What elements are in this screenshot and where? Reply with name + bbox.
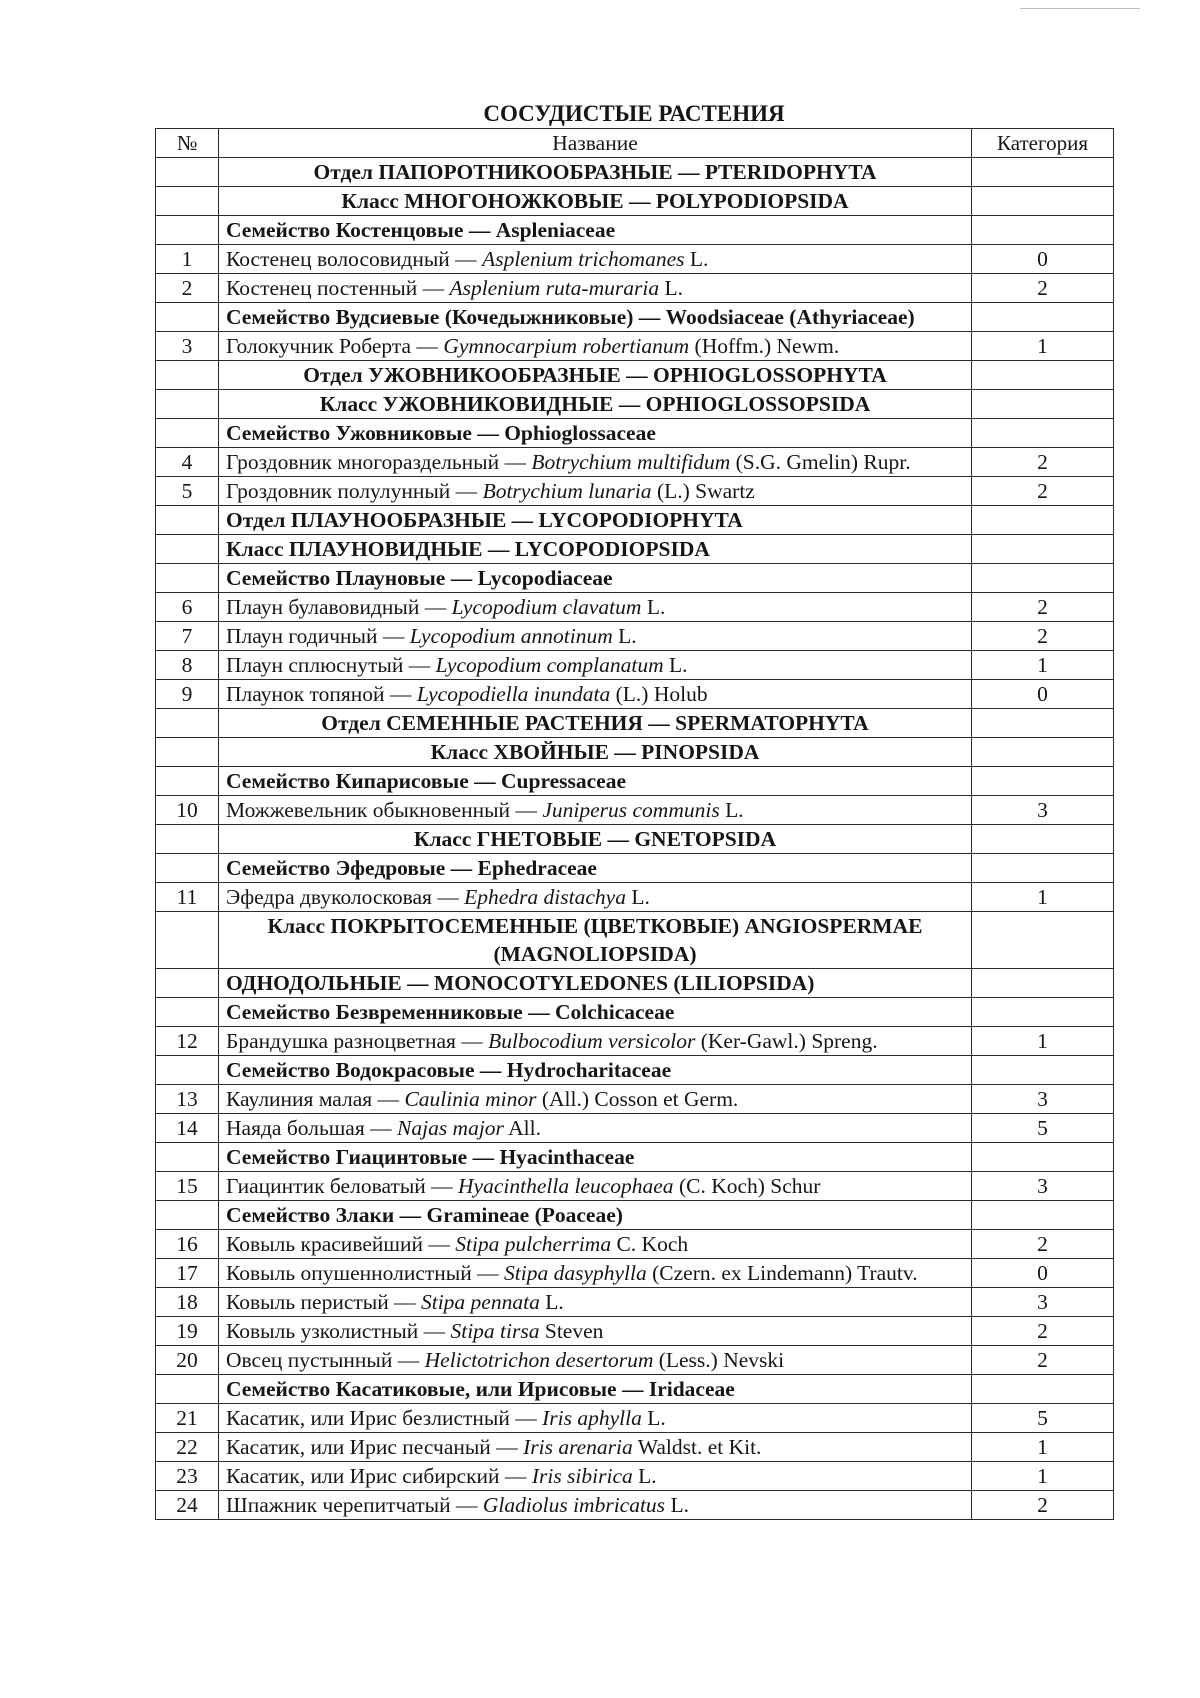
- empty-cell: [972, 216, 1114, 245]
- section-header-row: [156, 709, 1114, 738]
- species-author: (Hoffm.) Newm.: [689, 334, 840, 358]
- section-title: Отдел ПАПОРОТНИКООБРАЗНЫЕ — PTERIDOPHYTA: [219, 158, 972, 187]
- species-latin-name: Najas major: [397, 1116, 504, 1140]
- species-author: C. Koch: [611, 1232, 689, 1256]
- category-value: 0: [972, 245, 1114, 274]
- species-latin-name: Botrychium multifidum: [531, 450, 731, 474]
- table-row: [156, 593, 1114, 622]
- species-russian-name: Каулиния малая —: [226, 1087, 405, 1111]
- species-russian-name: Касатик, или Ирис сибирский —: [226, 1464, 532, 1488]
- empty-cell: [156, 1375, 219, 1404]
- species-latin-name: Caulinia minor: [404, 1087, 537, 1111]
- empty-cell: [972, 564, 1114, 593]
- species-author: (L.) Swartz: [651, 479, 755, 503]
- category-value: 2: [972, 1317, 1114, 1346]
- empty-cell: [156, 535, 219, 564]
- category-value: 5: [972, 1404, 1114, 1433]
- category-value: 3: [972, 1288, 1114, 1317]
- table-row: [156, 1404, 1114, 1433]
- column-header-category: Категория: [972, 129, 1114, 158]
- section-title: Класс УЖОВНИКОВИДНЫЕ — OPHIOGLOSSOPSIDA: [219, 390, 972, 419]
- empty-cell: [156, 969, 219, 998]
- species-name: [219, 1230, 972, 1259]
- table-row: [156, 274, 1114, 303]
- category-value: 2: [972, 1346, 1114, 1375]
- row-number: 2: [156, 274, 219, 303]
- species-name: [219, 796, 972, 825]
- row-number: 22: [156, 1433, 219, 1462]
- section-header-row: [156, 187, 1114, 216]
- species-latin-name: Lycopodium annotinum: [409, 624, 613, 648]
- table-row: [156, 1085, 1114, 1114]
- section-header-row: [156, 158, 1114, 187]
- species-author: L.: [612, 624, 637, 648]
- section-title: Семейство Эфедровые — Ephedraceae: [219, 854, 972, 883]
- species-russian-name: Плаун сплюснутый —: [226, 653, 436, 677]
- table-row: [156, 1172, 1114, 1201]
- category-value: 1: [972, 1462, 1114, 1491]
- row-number: 10: [156, 796, 219, 825]
- row-number: 21: [156, 1404, 219, 1433]
- section-header-row: [156, 535, 1114, 564]
- row-number: 8: [156, 651, 219, 680]
- table-row: [156, 1462, 1114, 1491]
- category-value: 2: [972, 1491, 1114, 1520]
- species-name: [219, 1346, 972, 1375]
- table-row: [156, 1491, 1114, 1520]
- species-latin-name: Helictotrichon desertorum: [424, 1348, 654, 1372]
- section-title: Семейство Костенцовые — Aspleniaceae: [219, 216, 972, 245]
- category-value: 1: [972, 1027, 1114, 1056]
- empty-cell: [972, 969, 1114, 998]
- species-russian-name: Брандушка разноцветная —: [226, 1029, 489, 1053]
- species-author: L.: [719, 798, 744, 822]
- species-russian-name: Ковыль красивейший —: [226, 1232, 456, 1256]
- row-number: 24: [156, 1491, 219, 1520]
- species-russian-name: Наяда большая —: [226, 1116, 397, 1140]
- empty-cell: [156, 1056, 219, 1085]
- column-header-number: №: [156, 129, 219, 158]
- table-row: [156, 1114, 1114, 1143]
- table-row: [156, 622, 1114, 651]
- species-author: (L.) Holub: [610, 682, 708, 706]
- section-header-row: [156, 738, 1114, 767]
- empty-cell: [972, 158, 1114, 187]
- category-value: 1: [972, 651, 1114, 680]
- table-body: [156, 129, 1114, 1520]
- category-value: 2: [972, 274, 1114, 303]
- species-name: [219, 1027, 972, 1056]
- species-name: [219, 274, 972, 303]
- empty-cell: [972, 709, 1114, 738]
- section-header-row: [156, 506, 1114, 535]
- species-author: (C. Koch) Schur: [673, 1174, 821, 1198]
- category-value: 3: [972, 1085, 1114, 1114]
- species-author: (All.) Cosson et Germ.: [536, 1087, 739, 1111]
- row-number: 18: [156, 1288, 219, 1317]
- row-number: 19: [156, 1317, 219, 1346]
- species-author: Waldst. et Kit.: [632, 1435, 762, 1459]
- species-name: [219, 883, 972, 912]
- species-latin-name: Botrychium lunaria: [482, 479, 652, 503]
- category-value: 3: [972, 796, 1114, 825]
- category-value: 0: [972, 680, 1114, 709]
- empty-cell: [972, 1375, 1114, 1404]
- species-author: L.: [665, 1493, 689, 1517]
- section-title: Семейство Касатиковые, или Ирисовые — Iridaceae: [219, 1375, 972, 1404]
- species-name: [219, 1172, 972, 1201]
- species-author: L.: [663, 653, 688, 677]
- species-latin-name: Asplenium trichomanes: [482, 247, 685, 271]
- species-russian-name: Плаун годичный —: [226, 624, 410, 648]
- section-header-row: [156, 390, 1114, 419]
- section-header-row: [156, 767, 1114, 796]
- species-russian-name: Гиацинтик беловатый —: [226, 1174, 459, 1198]
- species-russian-name: Плаун булавовидный —: [226, 595, 452, 619]
- empty-cell: [972, 361, 1114, 390]
- row-number: 16: [156, 1230, 219, 1259]
- table-row: [156, 883, 1114, 912]
- empty-cell: [156, 506, 219, 535]
- section-title: Семейство Вудсиевые (Кочедыжниковые) — Woodsiaceae (Athyriaceae): [219, 303, 972, 332]
- empty-cell: [156, 912, 219, 969]
- species-author: Steven: [539, 1319, 604, 1343]
- row-number: 15: [156, 1172, 219, 1201]
- species-russian-name: Ковыль узколистный —: [226, 1319, 451, 1343]
- section-header-row: [156, 1056, 1114, 1085]
- section-header-row: [156, 216, 1114, 245]
- species-name: [219, 1288, 972, 1317]
- empty-cell: [156, 158, 219, 187]
- table-row: [156, 796, 1114, 825]
- empty-cell: [972, 506, 1114, 535]
- section-header-row: [156, 969, 1114, 998]
- species-russian-name: Ковыль опушеннолистный —: [226, 1261, 504, 1285]
- species-name: [219, 1085, 972, 1114]
- empty-cell: [972, 187, 1114, 216]
- section-header-row: [156, 419, 1114, 448]
- table-row: [156, 477, 1114, 506]
- species-name: [219, 448, 972, 477]
- species-russian-name: Плаунок топяной —: [226, 682, 417, 706]
- species-latin-name: Iris aphylla: [542, 1406, 642, 1430]
- species-latin-name: Juniperus communis: [542, 798, 720, 822]
- category-value: 2: [972, 448, 1114, 477]
- section-title: Класс МНОГОНОЖКОВЫЕ — POLYPODIOPSIDA: [219, 187, 972, 216]
- species-author: L.: [641, 595, 666, 619]
- species-author: (Less.) Nevski: [653, 1348, 785, 1372]
- species-russian-name: Костенец волосовидный —: [226, 247, 483, 271]
- empty-cell: [972, 419, 1114, 448]
- category-value: 3: [972, 1172, 1114, 1201]
- species-latin-name: Stipa pulcherrima: [455, 1232, 612, 1256]
- row-number: 14: [156, 1114, 219, 1143]
- species-author: (Czern. ex Lindemann) Trautv.: [646, 1261, 918, 1285]
- species-russian-name: Гроздовник многораздельный —: [226, 450, 532, 474]
- empty-cell: [156, 187, 219, 216]
- table-header-row: [156, 129, 1114, 158]
- species-name: [219, 332, 972, 361]
- section-title: Класс ХВОЙНЫЕ — PINOPSIDA: [219, 738, 972, 767]
- species-name: [219, 477, 972, 506]
- species-name: [219, 1491, 972, 1520]
- empty-cell: [156, 738, 219, 767]
- species-name: [219, 1114, 972, 1143]
- empty-cell: [156, 216, 219, 245]
- page-title: СОСУДИСТЫЕ РАСТЕНИЯ: [483, 101, 785, 126]
- species-name: [219, 1404, 972, 1433]
- species-latin-name: Asplenium ruta-muraria: [449, 276, 660, 300]
- species-latin-name: Lycopodiella inundata: [416, 682, 611, 706]
- row-number: 1: [156, 245, 219, 274]
- section-title: Отдел СЕМЕННЫЕ РАСТЕНИЯ — SPERMATOPHYTA: [219, 709, 972, 738]
- section-title: Семейство Ужовниковые — Ophioglossaceae: [219, 419, 972, 448]
- table-row: [156, 651, 1114, 680]
- row-number: 11: [156, 883, 219, 912]
- empty-cell: [972, 390, 1114, 419]
- species-author: L.: [641, 1406, 666, 1430]
- empty-cell: [156, 419, 219, 448]
- species-latin-name: Hyacinthella leucophaea: [458, 1174, 674, 1198]
- table-row: [156, 680, 1114, 709]
- empty-cell: [156, 825, 219, 854]
- empty-cell: [156, 303, 219, 332]
- empty-cell: [972, 1201, 1114, 1230]
- table-row: [156, 1317, 1114, 1346]
- table-row: [156, 1346, 1114, 1375]
- empty-cell: [972, 767, 1114, 796]
- empty-cell: [972, 912, 1114, 969]
- table-row: [156, 1288, 1114, 1317]
- species-name: [219, 245, 972, 274]
- table-row: [156, 1027, 1114, 1056]
- species-latin-name: Bulbocodium versicolor: [488, 1029, 696, 1053]
- section-header-row: [156, 825, 1114, 854]
- category-value: 2: [972, 477, 1114, 506]
- species-author: L.: [539, 1290, 564, 1314]
- species-russian-name: Касатик, или Ирис безлистный —: [226, 1406, 543, 1430]
- section-title: Семейство Безвременниковые — Colchicaceae: [219, 998, 972, 1027]
- species-russian-name: Эфедра двуколосковая —: [226, 885, 465, 909]
- category-value: 2: [972, 593, 1114, 622]
- species-latin-name: Iris arenaria: [523, 1435, 633, 1459]
- empty-cell: [972, 854, 1114, 883]
- category-value: 1: [972, 332, 1114, 361]
- species-latin-name: Stipa tirsa: [450, 1319, 540, 1343]
- category-value: 1: [972, 1433, 1114, 1462]
- species-author: All.: [503, 1116, 541, 1140]
- empty-cell: [156, 998, 219, 1027]
- row-number: 3: [156, 332, 219, 361]
- species-name: [219, 1433, 972, 1462]
- empty-cell: [156, 854, 219, 883]
- row-number: 4: [156, 448, 219, 477]
- species-russian-name: Голокучник Роберта —: [226, 334, 444, 358]
- species-author: L.: [659, 276, 683, 300]
- section-title: Класс ПЛАУНОВИДНЫЕ — LYCOPODIOPSIDA: [219, 535, 972, 564]
- section-title: Класс ПОКРЫТОСЕМЕННЫЕ (ЦВЕТКОВЫЕ) ANGIOSPERMAE (MAGNOLIOPSIDA): [219, 912, 972, 969]
- species-author: L.: [632, 1464, 657, 1488]
- species-name: [219, 651, 972, 680]
- species-latin-name: Iris sibirica: [531, 1464, 633, 1488]
- empty-cell: [972, 998, 1114, 1027]
- section-header-row: [156, 303, 1114, 332]
- species-author: (S.G. Gmelin) Rupr.: [730, 450, 911, 474]
- section-title: ОДНОДОЛЬНЫЕ — MONOCOTYLEDONES (LILIOPSIDA): [219, 969, 972, 998]
- species-name: [219, 1462, 972, 1491]
- plants-table: [155, 128, 1114, 1520]
- table-row: [156, 245, 1114, 274]
- row-number: 9: [156, 680, 219, 709]
- empty-cell: [972, 1143, 1114, 1172]
- section-header-row: [156, 1375, 1114, 1404]
- section-header-row: [156, 1201, 1114, 1230]
- species-russian-name: Гроздовник полулунный —: [226, 479, 483, 503]
- table-row: [156, 448, 1114, 477]
- empty-cell: [156, 709, 219, 738]
- row-number: 23: [156, 1462, 219, 1491]
- empty-cell: [156, 361, 219, 390]
- empty-cell: [156, 767, 219, 796]
- species-latin-name: Gymnocarpium robertianum: [443, 334, 690, 358]
- species-latin-name: Ephedra distachya: [464, 885, 626, 909]
- section-title: Семейство Гиацинтовые — Hyacinthaceae: [219, 1143, 972, 1172]
- row-number: 20: [156, 1346, 219, 1375]
- category-value: 0: [972, 1259, 1114, 1288]
- section-title: Отдел УЖОВНИКООБРАЗНЫЕ — OPHIOGLOSSOPHYTA: [219, 361, 972, 390]
- row-number: 5: [156, 477, 219, 506]
- empty-cell: [156, 390, 219, 419]
- species-name: [219, 1317, 972, 1346]
- species-author: (Ker-Gawl.) Spreng.: [695, 1029, 878, 1053]
- category-value: 5: [972, 1114, 1114, 1143]
- section-header-row: [156, 912, 1114, 969]
- empty-cell: [156, 564, 219, 593]
- column-header-name: Название: [219, 129, 972, 158]
- species-russian-name: Костенец постенный —: [226, 276, 450, 300]
- species-latin-name: Gladiolus imbricatus: [482, 1493, 666, 1517]
- species-author: L.: [684, 247, 709, 271]
- row-number: 12: [156, 1027, 219, 1056]
- species-russian-name: Овсец пустынный —: [226, 1348, 425, 1372]
- table-row: [156, 332, 1114, 361]
- species-name: [219, 622, 972, 651]
- row-number: 13: [156, 1085, 219, 1114]
- empty-cell: [156, 1143, 219, 1172]
- species-russian-name: Ковыль перистый —: [226, 1290, 421, 1314]
- empty-cell: [156, 1201, 219, 1230]
- species-name: [219, 1259, 972, 1288]
- species-author: L.: [625, 885, 650, 909]
- empty-cell: [972, 1056, 1114, 1085]
- row-number: 17: [156, 1259, 219, 1288]
- section-title: Семейство Водокрасовые — Hydrocharitaceae: [219, 1056, 972, 1085]
- scan-artifact: [1020, 8, 1140, 9]
- section-title: Класс ГНЕТОВЫЕ — GNETOPSIDA: [219, 825, 972, 854]
- table-row: [156, 1230, 1114, 1259]
- row-number: 6: [156, 593, 219, 622]
- species-russian-name: Шпажник черепитчатый —: [226, 1493, 483, 1517]
- table-row: [156, 1433, 1114, 1462]
- section-title: Семейство Плауновые — Lycopodiaceae: [219, 564, 972, 593]
- species-name: [219, 680, 972, 709]
- species-latin-name: Stipa pennata: [420, 1290, 540, 1314]
- species-latin-name: Stipa dasyphylla: [504, 1261, 647, 1285]
- species-russian-name: Можжевельник обыкновенный —: [226, 798, 543, 822]
- section-title: Семейство Кипарисовые — Cupressaceae: [219, 767, 972, 796]
- species-russian-name: Касатик, или Ирис песчаный —: [226, 1435, 524, 1459]
- section-title: Семейство Злаки — Gramineae (Poaceae): [219, 1201, 972, 1230]
- empty-cell: [972, 738, 1114, 767]
- table-row: [156, 1259, 1114, 1288]
- section-title: Отдел ПЛАУНООБРАЗНЫЕ — LYCOPODIOPHYTA: [219, 506, 972, 535]
- species-name: [219, 593, 972, 622]
- category-value: 1: [972, 883, 1114, 912]
- empty-cell: [972, 535, 1114, 564]
- section-header-row: [156, 1143, 1114, 1172]
- category-value: 2: [972, 1230, 1114, 1259]
- empty-cell: [972, 303, 1114, 332]
- section-header-row: [156, 361, 1114, 390]
- row-number: 7: [156, 622, 219, 651]
- section-header-row: [156, 854, 1114, 883]
- species-latin-name: Lycopodium clavatum: [451, 595, 642, 619]
- category-value: 2: [972, 622, 1114, 651]
- section-header-row: [156, 564, 1114, 593]
- empty-cell: [972, 825, 1114, 854]
- species-latin-name: Lycopodium complanatum: [435, 653, 664, 677]
- section-header-row: [156, 998, 1114, 1027]
